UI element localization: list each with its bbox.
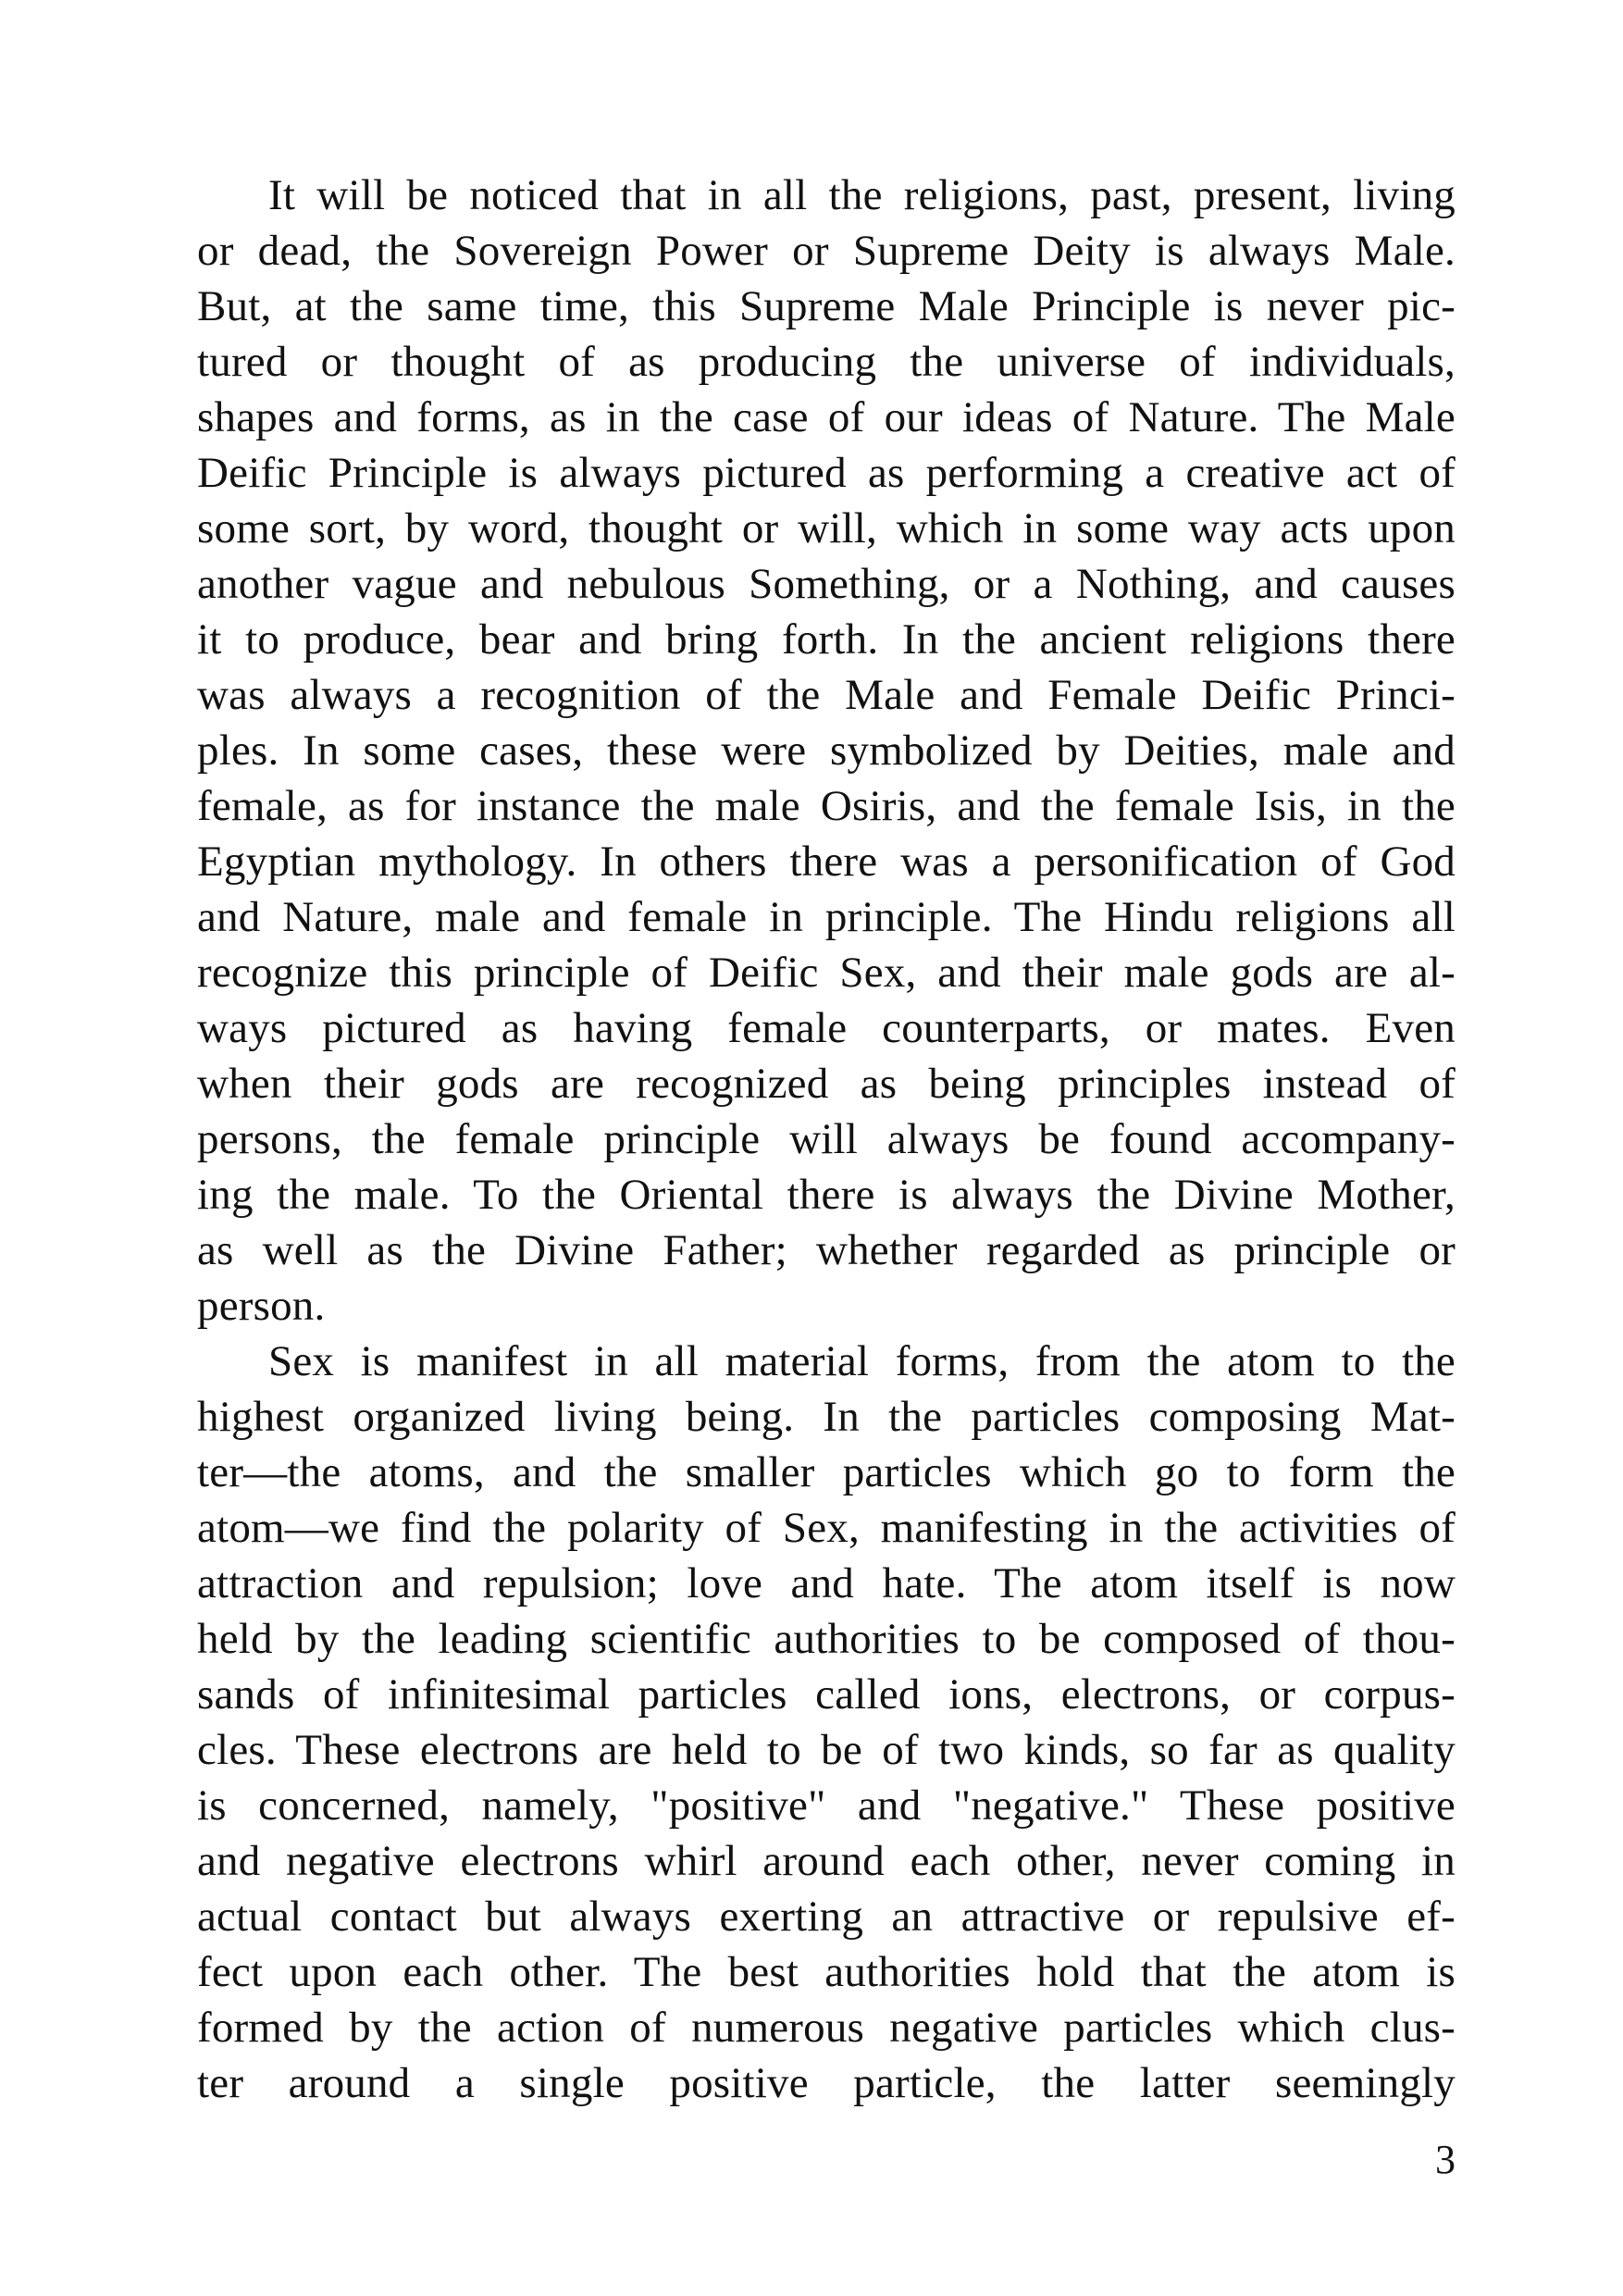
text-line: fect upon each other. The best authorities hold that the atom is (197, 1948, 1456, 1996)
text-line: recognize this principle of Deific Sex, and their male gods are al- (197, 949, 1456, 997)
text-line: ples. In some cases, these were symbolized by Deities, male and (197, 726, 1456, 775)
text-line: persons, the female principle will always be found accompany- (197, 1115, 1456, 1163)
text-line: ter—the atoms, and the smaller particles which go to form the (197, 1448, 1456, 1496)
text-line: sands of infinitesimal particles called ions, electrons, or corpus- (197, 1670, 1456, 1719)
text-line: actual contact but always exerting an attractive or repulsive ef- (197, 1893, 1456, 1941)
text-line: ter around a single positive particle, the latter seemingly (197, 2059, 1456, 2107)
text-line: when their gods are recognized as being principles instead of (197, 1060, 1456, 1108)
text-line: and negative electrons whirl around each other, never coming in (197, 1837, 1456, 1885)
page-number: 3 (1435, 2137, 1456, 2182)
paragraph-2 (197, 1334, 1456, 2111)
text-line: as well as the Divine Father; whether regarded as principle or (197, 1226, 1456, 1274)
text-line: and Nature, male and female in principle. The Hindu religions all (197, 893, 1456, 941)
text-line: attraction and repulsion; love and hate. The atom itself is now (197, 1559, 1456, 1607)
text-line: Egyptian mythology. In others there was a personification of God (197, 838, 1456, 886)
text-line: it to produce, bear and bring forth. In the ancient religions there (197, 615, 1456, 664)
text-line: ways pictured as having female counterparts, or mates. Even (197, 1004, 1456, 1052)
text-line: Deific Principle is always pictured as performing a creative act of (197, 449, 1456, 497)
text-line: formed by the action of numerous negative particles which clus- (197, 2004, 1456, 2052)
text-line: highest organized living being. In the particles composing Mat- (197, 1393, 1456, 1441)
text-line: It will be noticed that in all the religions, past, present, living (268, 171, 1456, 219)
text-line: ing the male. To the Oriental there is always the Divine Mother, (197, 1171, 1456, 1219)
text-line: is concerned, namely, "positive" and "negative." These positive (197, 1781, 1456, 1830)
text-line: But, at the same time, this Supreme Male Principle is never pic- (197, 282, 1456, 330)
text-line: was always a recognition of the Male and Female Deific Princi- (197, 671, 1456, 719)
text-line: tured or thought of as producing the universe of individuals, (197, 338, 1456, 386)
text-line: Sex is manifest in all material forms, from the atom to the (268, 1337, 1456, 1385)
text-line: atom—we find the polarity of Sex, manifesting in the activities of (197, 1504, 1456, 1552)
text-line: another vague and nebulous Something, or a Nothing, and causes (197, 560, 1456, 608)
text-line: cles. These electrons are held to be of two kinds, so far as quality (197, 1726, 1456, 1774)
text-line: or dead, the Sovereign Power or Supreme Deity is always Male. (197, 227, 1456, 275)
paragraph-1 (197, 168, 1456, 1334)
body-text (197, 168, 1456, 2111)
text-line: person. (197, 1282, 326, 1330)
text-line: held by the leading scientific authorities to be composed of thou- (197, 1615, 1456, 1663)
text-line: some sort, by word, thought or will, which in some way acts upon (197, 504, 1456, 552)
text-line: shapes and forms, as in the case of our ideas of Nature. The Male (197, 393, 1456, 441)
text-line: female, as for instance the male Osiris, and the female Isis, in the (197, 782, 1456, 830)
